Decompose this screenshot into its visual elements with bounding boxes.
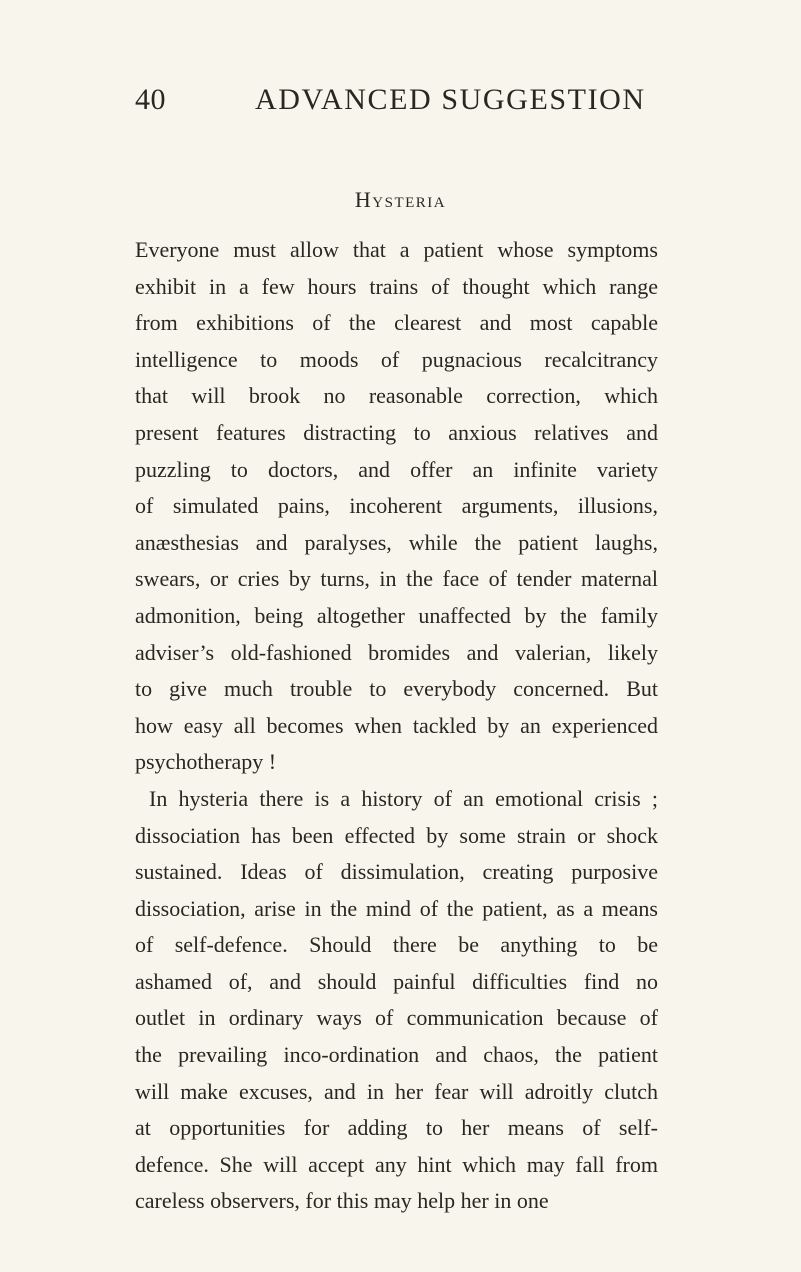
text-line: ashamed of, and should painful difficulties find no bbox=[135, 968, 658, 994]
text-line: from exhibitions of the clearest and most capable bbox=[135, 310, 658, 336]
text-line: intelligence to moods of pugnacious recalcitrancy bbox=[135, 346, 658, 372]
text-line: admonition, being altogether unaffected by the family bbox=[135, 602, 658, 628]
text-line: defence. She will accept any hint which may fall from bbox=[135, 1151, 658, 1177]
text-line: outlet in ordinary ways of communication because of bbox=[135, 1005, 658, 1031]
text-line: psychotherapy ! bbox=[135, 749, 277, 775]
text-line: that will brook no reasonable correction, which bbox=[135, 383, 658, 409]
section-heading: Hysteria bbox=[354, 187, 447, 212]
text-line: of simulated pains, incoherent arguments, illusions, bbox=[135, 493, 658, 519]
page-number: 40 bbox=[135, 83, 166, 116]
text-line: In hysteria there is a history of an emotional crisis ; bbox=[149, 785, 658, 811]
text-line: swears, or cries by turns, in the face of tender maternal bbox=[135, 566, 658, 592]
text-line: to give much trouble to everybody concerned. But bbox=[135, 676, 658, 702]
running-title: ADVANCED SUGGESTION bbox=[255, 83, 646, 116]
text-line: present features distracting to anxious relatives and bbox=[135, 419, 658, 445]
text-line: adviser’s old-fashioned bromides and valerian, likely bbox=[135, 639, 658, 665]
text-line: how easy all becomes when tackled by an experienced bbox=[135, 712, 658, 738]
text-line: exhibit in a few hours trains of thought which range bbox=[135, 273, 658, 299]
text-line: careless observers, for this may help her in one bbox=[135, 1188, 549, 1214]
text-line: dissociation has been effected by some strain or shock bbox=[135, 822, 658, 848]
text-line: anæsthesias and paralyses, while the patient laughs, bbox=[135, 529, 658, 555]
text-line: the prevailing inco-ordination and chaos, the patient bbox=[135, 1042, 658, 1068]
text-line: at opportunities for adding to her means of self- bbox=[135, 1115, 658, 1141]
text-line: Everyone must allow that a patient whose symptoms bbox=[135, 237, 658, 262]
text-line: of self-defence. Should there be anything to be bbox=[135, 932, 658, 958]
text-line: puzzling to doctors, and offer an infinite variety bbox=[135, 456, 658, 482]
text-line: will make excuses, and in her fear will adroitly clutch bbox=[135, 1078, 658, 1104]
text-line: dissociation, arise in the mind of the patient, as a means bbox=[135, 895, 658, 921]
body-text bbox=[135, 232, 658, 1220]
running-head bbox=[135, 80, 655, 120]
text-line: sustained. Ideas of dissimulation, creating purposive bbox=[135, 859, 658, 885]
